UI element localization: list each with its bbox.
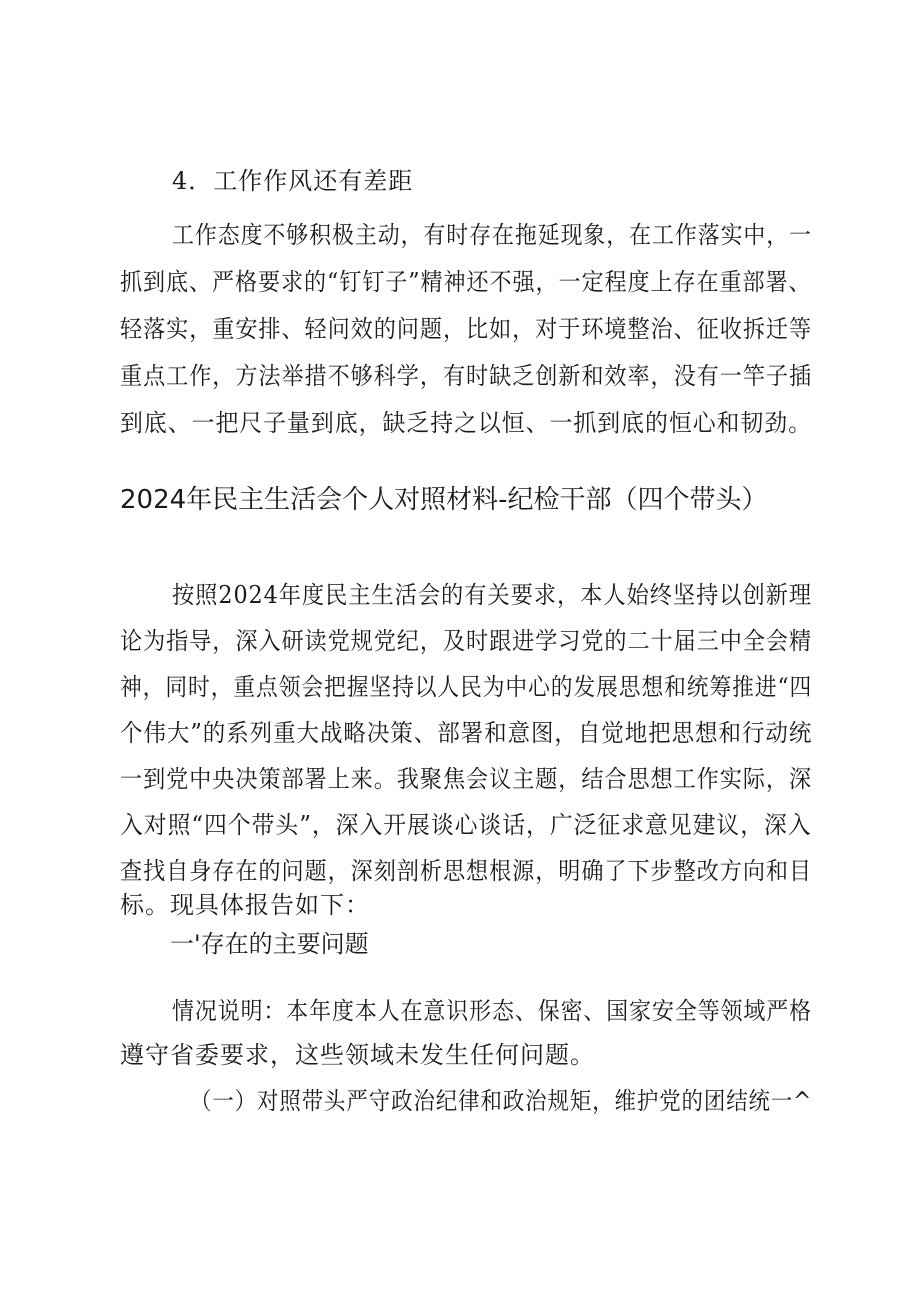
paragraph-line: 情况说明：本年度本人在意识形态、保密、国家安全等领域严格 bbox=[172, 997, 813, 1025]
paragraph-line: 标。现具体报告如下： bbox=[120, 891, 370, 919]
article-title: 2024年民主生活会个人对照材料-纪检干部（四个带头） bbox=[120, 485, 768, 515]
paragraph-line: 按照2024年度民主生活会的有关要求，本人始终坚持以创新理 bbox=[172, 581, 813, 609]
paragraph-line: 入对照“四个带头”，深入开展谈心谈话，广泛征求意见建议，深入 bbox=[120, 811, 812, 839]
section-heading-problems: 一'存在的主要问题 bbox=[170, 930, 369, 958]
paragraph-line: 轻落实，重安排、轻问效的问题，比如，对于环境整治、征收拆迁等 bbox=[120, 315, 813, 343]
paragraph-line: 论为指导，深入研读党规党纪，及时跟进学习党的二十届三中全会精 bbox=[120, 627, 813, 655]
paragraph-line: 一到党中央决策部署上来。我聚焦会议主题，结合思想工作实际，深 bbox=[120, 765, 813, 793]
paragraph-line: 重点工作，方法举措不够科学，有时缺乏创新和效率，没有一竿子插 bbox=[120, 362, 813, 390]
paragraph-line: 工作态度不够积极主动，有时存在拖延现象，在工作落实中，一 bbox=[172, 221, 813, 249]
subsection-heading-1: （一）对照带头严守政治纪律和政治规矩，维护党的团结统一^ bbox=[190, 1087, 813, 1115]
paragraph-line: 神，同时，重点领会把握坚持以人民为中心的发展思想和统筹推进“四 bbox=[120, 673, 813, 701]
paragraph-line: 遵守省委要求，这些领域未发生任何问题。 bbox=[120, 1041, 595, 1069]
paragraph-line: 查找自身存在的问题，深刻剖析思想根源，明确了下步整改方向和目 bbox=[120, 857, 813, 885]
section-heading-4: 4．工作作风还有差距 bbox=[172, 167, 414, 195]
paragraph-line: 个伟大”的系列重大战略决策、部署和意图，自觉地把思想和行动统 bbox=[120, 719, 813, 747]
paragraph-line: 抓到底、严格要求的“钉钉子”精神还不强，一定程度上存在重部署、 bbox=[120, 268, 812, 296]
paragraph-line: 到底、一把尺子量到底，缺乏持之以恒、一抓到底的恒心和韧劲。 bbox=[120, 409, 813, 437]
